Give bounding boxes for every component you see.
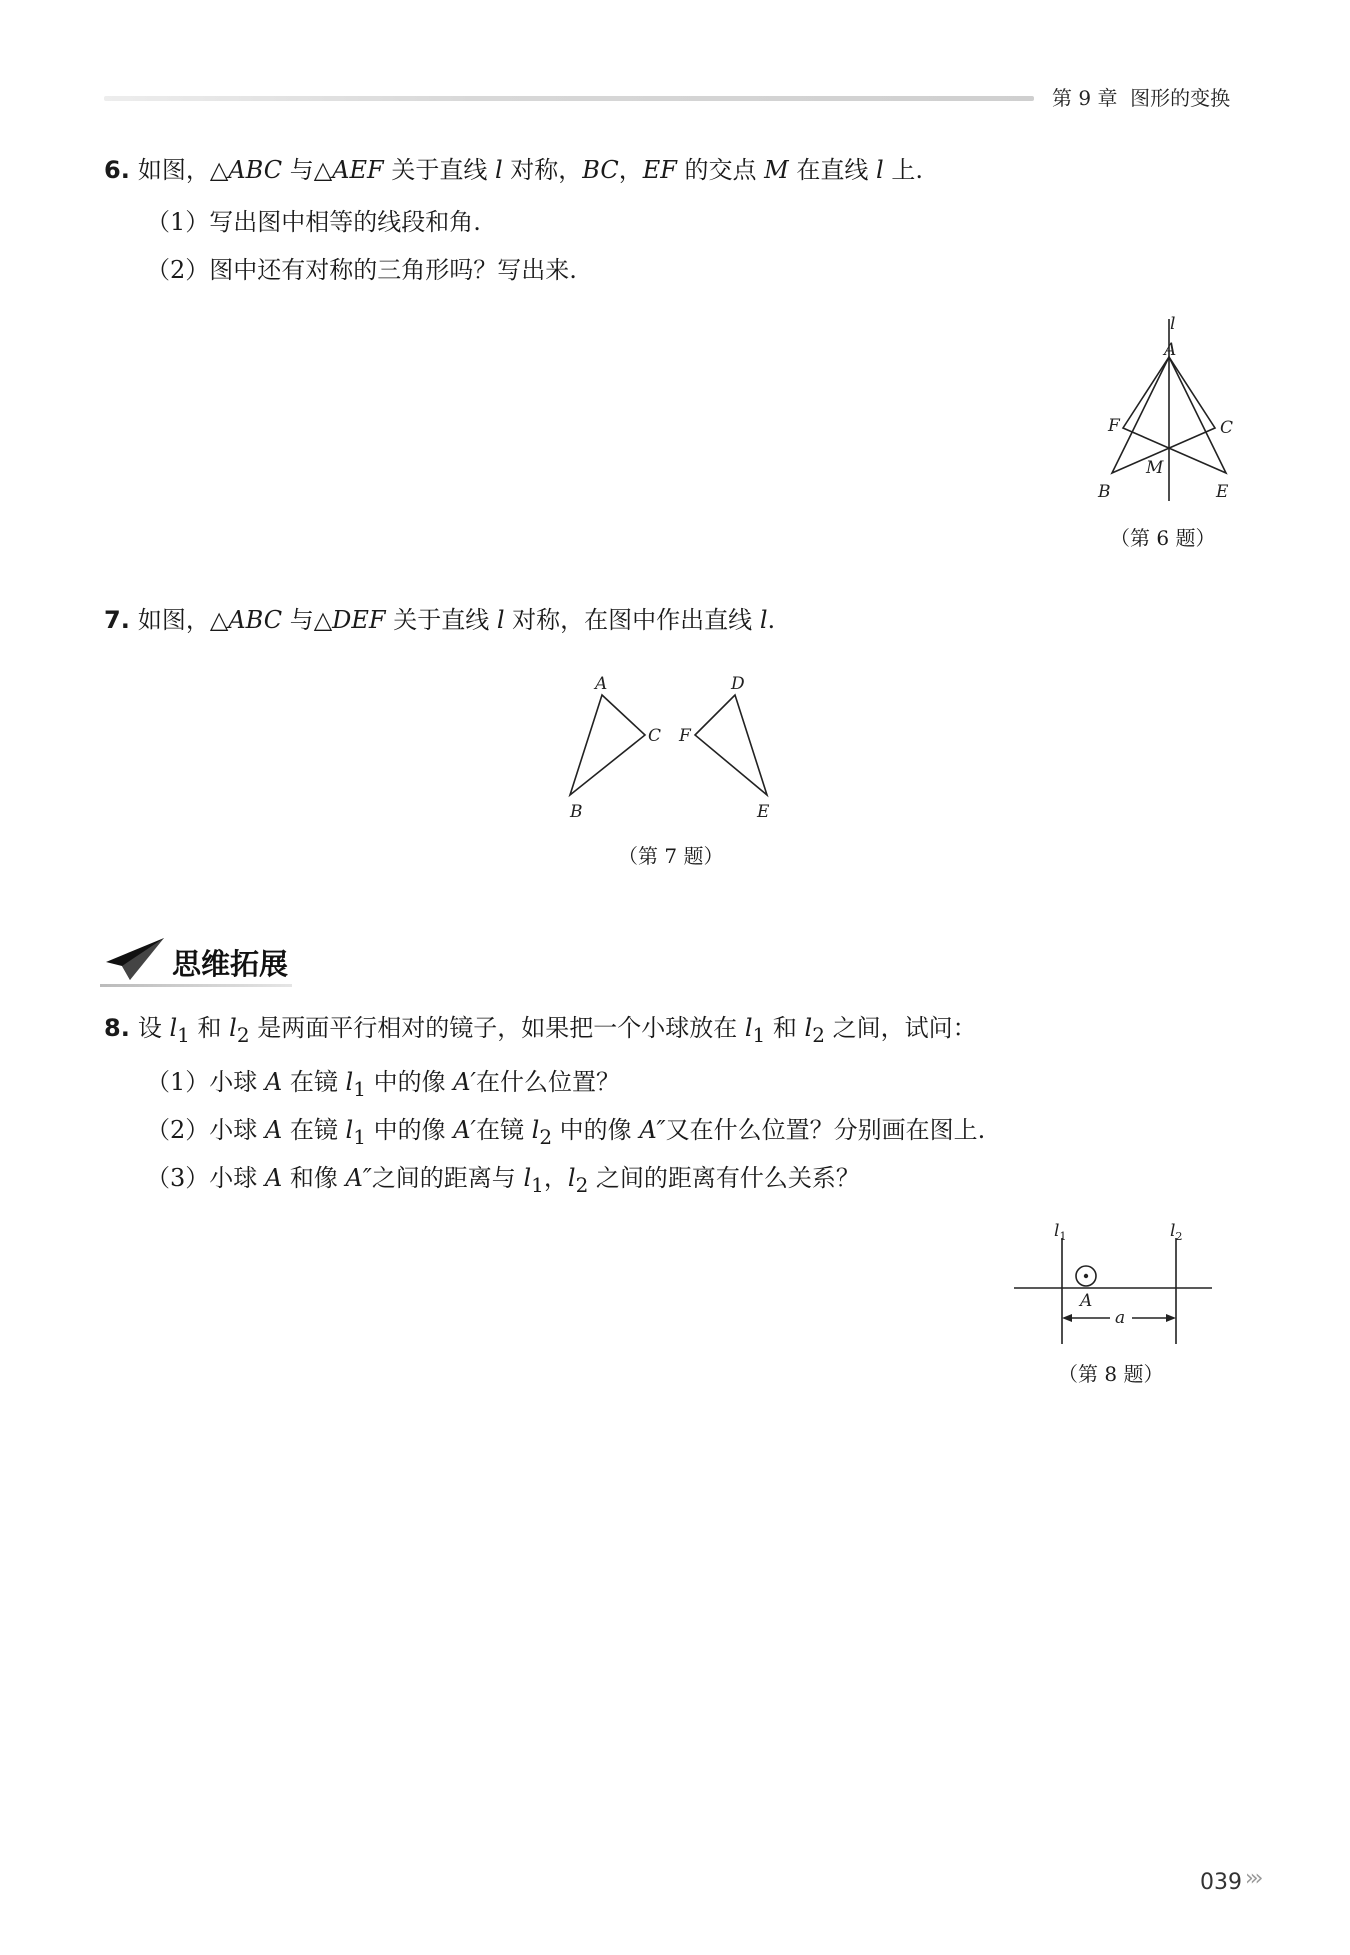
label-m: M (1146, 458, 1164, 478)
triangle-aef (1123, 357, 1226, 473)
chapter-title: 图形的变换 (1130, 86, 1231, 110)
question-7: 7. 如图，△ABC 与△DEF 关于直线 l 对称，在图中作出直线 l. (104, 606, 776, 634)
triangle-def (695, 695, 767, 795)
caption-6: （第 6 题） (1110, 526, 1216, 550)
chevron-right-icon: ››› (1245, 1866, 1260, 1891)
label-b: B (1098, 482, 1111, 502)
section-underline (100, 984, 292, 987)
question-8-part-3: （3）小球 A 和像 A″之间的距离与 $l_1$，$l_2$ 之间的距离有什么关系？ (146, 1164, 860, 1197)
label-c: C (648, 726, 662, 746)
label-e: E (757, 802, 770, 822)
label-c: C (1220, 418, 1234, 438)
chapter-header (1052, 82, 1230, 111)
label-f: F (679, 726, 691, 746)
question-8: 8. 设 $l_1$ 和 $l_2$ 是两面平行相对的镜子，如果把一个小球放在 $l_1$ 和 $l_2$ 之间，试问： (104, 1014, 977, 1047)
label-a: A (1080, 1291, 1093, 1311)
question-6-part-2: （2）图中还有对称的三角形吗？写出来. (146, 256, 577, 284)
label-b: B (570, 802, 583, 822)
chapter-number: 第 9 章 (1052, 86, 1118, 110)
figure-8 (1010, 1220, 1225, 1350)
triangle-abc (1112, 357, 1215, 473)
question-6-part-1: （1）写出图中相等的线段和角. (146, 208, 481, 236)
label-l1: $l_1$ (1054, 1221, 1067, 1243)
label-distance: a (1115, 1308, 1126, 1328)
header-rule (104, 96, 1034, 101)
question-8-part-1: （1）小球 A 在镜 $l_1$ 中的像 A′在什么位置？ (146, 1068, 620, 1101)
label-l2: $l_2$ (1170, 1221, 1183, 1243)
label-d: D (731, 674, 745, 694)
question-number: 6. (104, 156, 130, 184)
label-l: l (1170, 314, 1176, 334)
question-6: 6. 如图，△ABC 与△AEF 关于直线 l 对称，BC，EF 的交点 M 在直线 l 上. (104, 156, 923, 184)
page-number: 039 (1200, 1870, 1242, 1895)
caption-7: （第 7 题） (618, 844, 724, 868)
paper-plane-icon (104, 936, 166, 982)
section-title: 思维拓展 (172, 947, 289, 981)
label-e: E (1216, 482, 1229, 502)
caption-8: （第 8 题） (1058, 1362, 1164, 1386)
figure-7 (555, 665, 795, 825)
label-f: F (1108, 416, 1120, 436)
question-8-part-2: （2）小球 A 在镜 $l_1$ 中的像 A′在镜 $l_2$ 中的像 A″又在什么位置？分别画在图上. (146, 1116, 986, 1149)
question-number: 7. (104, 606, 130, 634)
figure-6 (1090, 305, 1250, 505)
label-a: A (595, 674, 608, 694)
triangle-abc (570, 695, 645, 795)
question-number: 8. (104, 1014, 130, 1042)
label-a: A (1164, 340, 1177, 360)
